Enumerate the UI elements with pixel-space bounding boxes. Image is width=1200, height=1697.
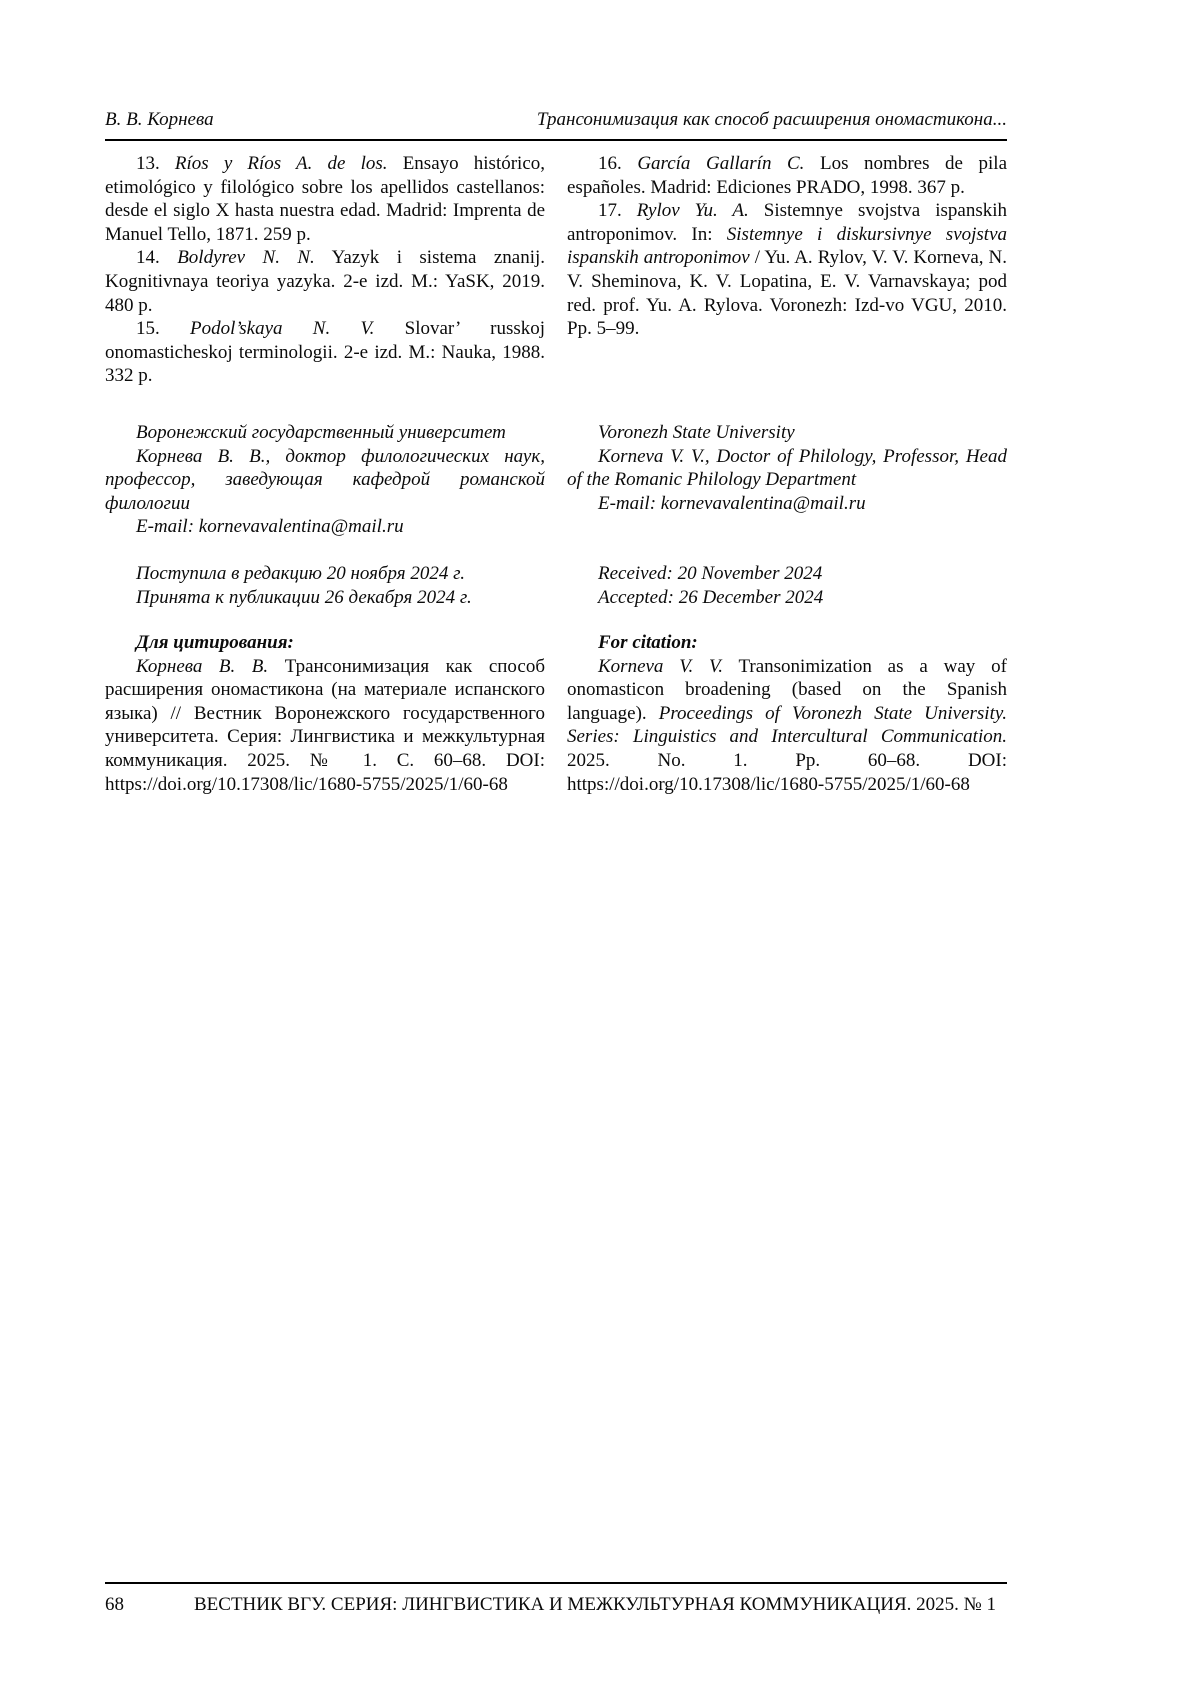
author-info-left bbox=[105, 421, 545, 539]
received-date: Received: 20 November 2024 bbox=[598, 562, 823, 584]
reference-16 bbox=[567, 152, 1007, 199]
author-credentials: Korneva V. V., Doctor of Philology, Professor, Head of the Romanic Philology Department bbox=[567, 445, 1007, 491]
reference-number: 16. bbox=[598, 153, 622, 174]
affiliation: Воронежский государственный университет bbox=[136, 421, 506, 443]
reference-author: García Gallarín C. bbox=[637, 153, 805, 174]
citation-label: Для цитирования: bbox=[136, 632, 294, 654]
affiliation: Voronezh State University bbox=[598, 421, 795, 443]
running-head bbox=[105, 109, 1007, 141]
reference-text: Sistemnye svojstva ispanskih antroponimov. In: bbox=[567, 200, 1008, 245]
citation-body: Transonimization as a way of onomasticon broadening (based on the Spanish language). bbox=[567, 655, 1007, 724]
author-email: E-mail: kornevavalentina@mail.ru bbox=[136, 516, 404, 538]
reference-author: Ríos y Ríos A. de los. bbox=[174, 153, 388, 174]
dates-left bbox=[105, 562, 545, 609]
running-head-author: В. В. Корнева bbox=[105, 109, 214, 130]
reference-italic-title: Sistemnye i diskursivnye svojstva ispanskih antroponimov bbox=[567, 223, 1008, 269]
reference-number: 14. bbox=[136, 247, 160, 269]
citation-journal: Proceedings of Voronezh State University. Series: Linguistics and Intercultural Communication. bbox=[567, 702, 1007, 748]
footer-journal-title: ВЕСТНИК ВГУ. СЕРИЯ: ЛИНГВИСТИКА И МЕЖКУЛЬТУРНАЯ КОММУНИКАЦИЯ. 2025. № 1 bbox=[194, 1594, 996, 1615]
page-number: 68 bbox=[105, 1594, 124, 1615]
reference-text: Los nombres de pila españoles. Madrid: Ediciones PRADO, 1998. 367 p. bbox=[567, 153, 1008, 198]
reference-17 bbox=[567, 199, 1007, 341]
reference-author: Rylov Yu. A. bbox=[636, 200, 749, 222]
reference-tail: / Yu. A. Rylov, V. V. Korneva, N. V. Sheminova, K. V. Lopatina, E. V. Varnavskaya; pod red. prof. Yu. A. Rylova. Voronezh: Izd-vo VGU, 2010. Pp. 5–99. bbox=[567, 247, 1008, 340]
reference-text: Yazyk i sistema znanij. Kognitivnaya teoriya yazyka. 2-e izd. M.: YaSK, 2019. 480 p. bbox=[105, 247, 546, 316]
reference-author: Boldyrev N. N. bbox=[177, 247, 315, 269]
page-footer bbox=[105, 1582, 1007, 1616]
citation-right bbox=[567, 631, 1007, 796]
references-left bbox=[105, 152, 545, 388]
citation-tail: 2025. No. 1. Pp. 60–68. DOI: https://doi.org/10.17308/lic/1680-5755/2025/1/60-68 bbox=[567, 750, 1007, 795]
citation-text bbox=[105, 655, 545, 797]
citation-label: For citation: bbox=[598, 632, 698, 654]
citation-author: Корнева В. В. bbox=[136, 655, 269, 677]
received-date: Поступила в редакцию 20 ноября 2024 г. bbox=[136, 562, 466, 584]
reference-text: Slovar’ russkoj onomasticheskoj terminologii. 2-e izd. M.: Nauka, 1988. 332 p. bbox=[105, 318, 546, 387]
reference-13 bbox=[105, 152, 545, 246]
citation-text bbox=[567, 655, 1007, 797]
accepted-date: Accepted: 26 December 2024 bbox=[598, 586, 824, 608]
reference-number: 17. bbox=[598, 200, 622, 222]
citation-body: Трансонимизация как способ расширения ономастикона (на материале испанского языка) // Вестник Воронежского государственного университета. Серия: Лингвистика и межкультурная коммуникация. 2025. № 1. С. 60–68. DOI: https://doi.org/10.17308/lic/1680-5755/2025/1/60-68 bbox=[105, 655, 545, 795]
running-head-title: Трансонимизация как способ расширения ономастикона... bbox=[536, 109, 1007, 130]
two-column-content bbox=[105, 152, 1007, 796]
reference-author: Podol’skaya N. V. bbox=[190, 318, 375, 340]
reference-14 bbox=[105, 246, 545, 317]
author-info-right bbox=[567, 421, 1007, 539]
references-right bbox=[567, 152, 1007, 388]
reference-number: 15. bbox=[136, 318, 160, 340]
accepted-date: Принята к публикации 26 декабря 2024 г. bbox=[136, 586, 472, 608]
author-credentials: Корнева В. В., доктор филологических наук, профессор, заведующая кафедрой романской филологии bbox=[105, 445, 545, 514]
citation-author: Korneva V. V. bbox=[598, 655, 723, 677]
reference-text: Ensayo histórico, etimológico y filológico sobre los apellidos castellanos: desde el siglo X hasta nuestra edad. Madrid: Imprenta de Manuel Tello, 1871. 259 p. bbox=[105, 153, 546, 245]
citation-left bbox=[105, 631, 545, 796]
dates-right bbox=[567, 562, 1007, 609]
reference-number: 13. bbox=[136, 153, 160, 174]
reference-15 bbox=[105, 317, 545, 388]
author-email: E-mail: kornevavalentina@mail.ru bbox=[598, 492, 866, 514]
